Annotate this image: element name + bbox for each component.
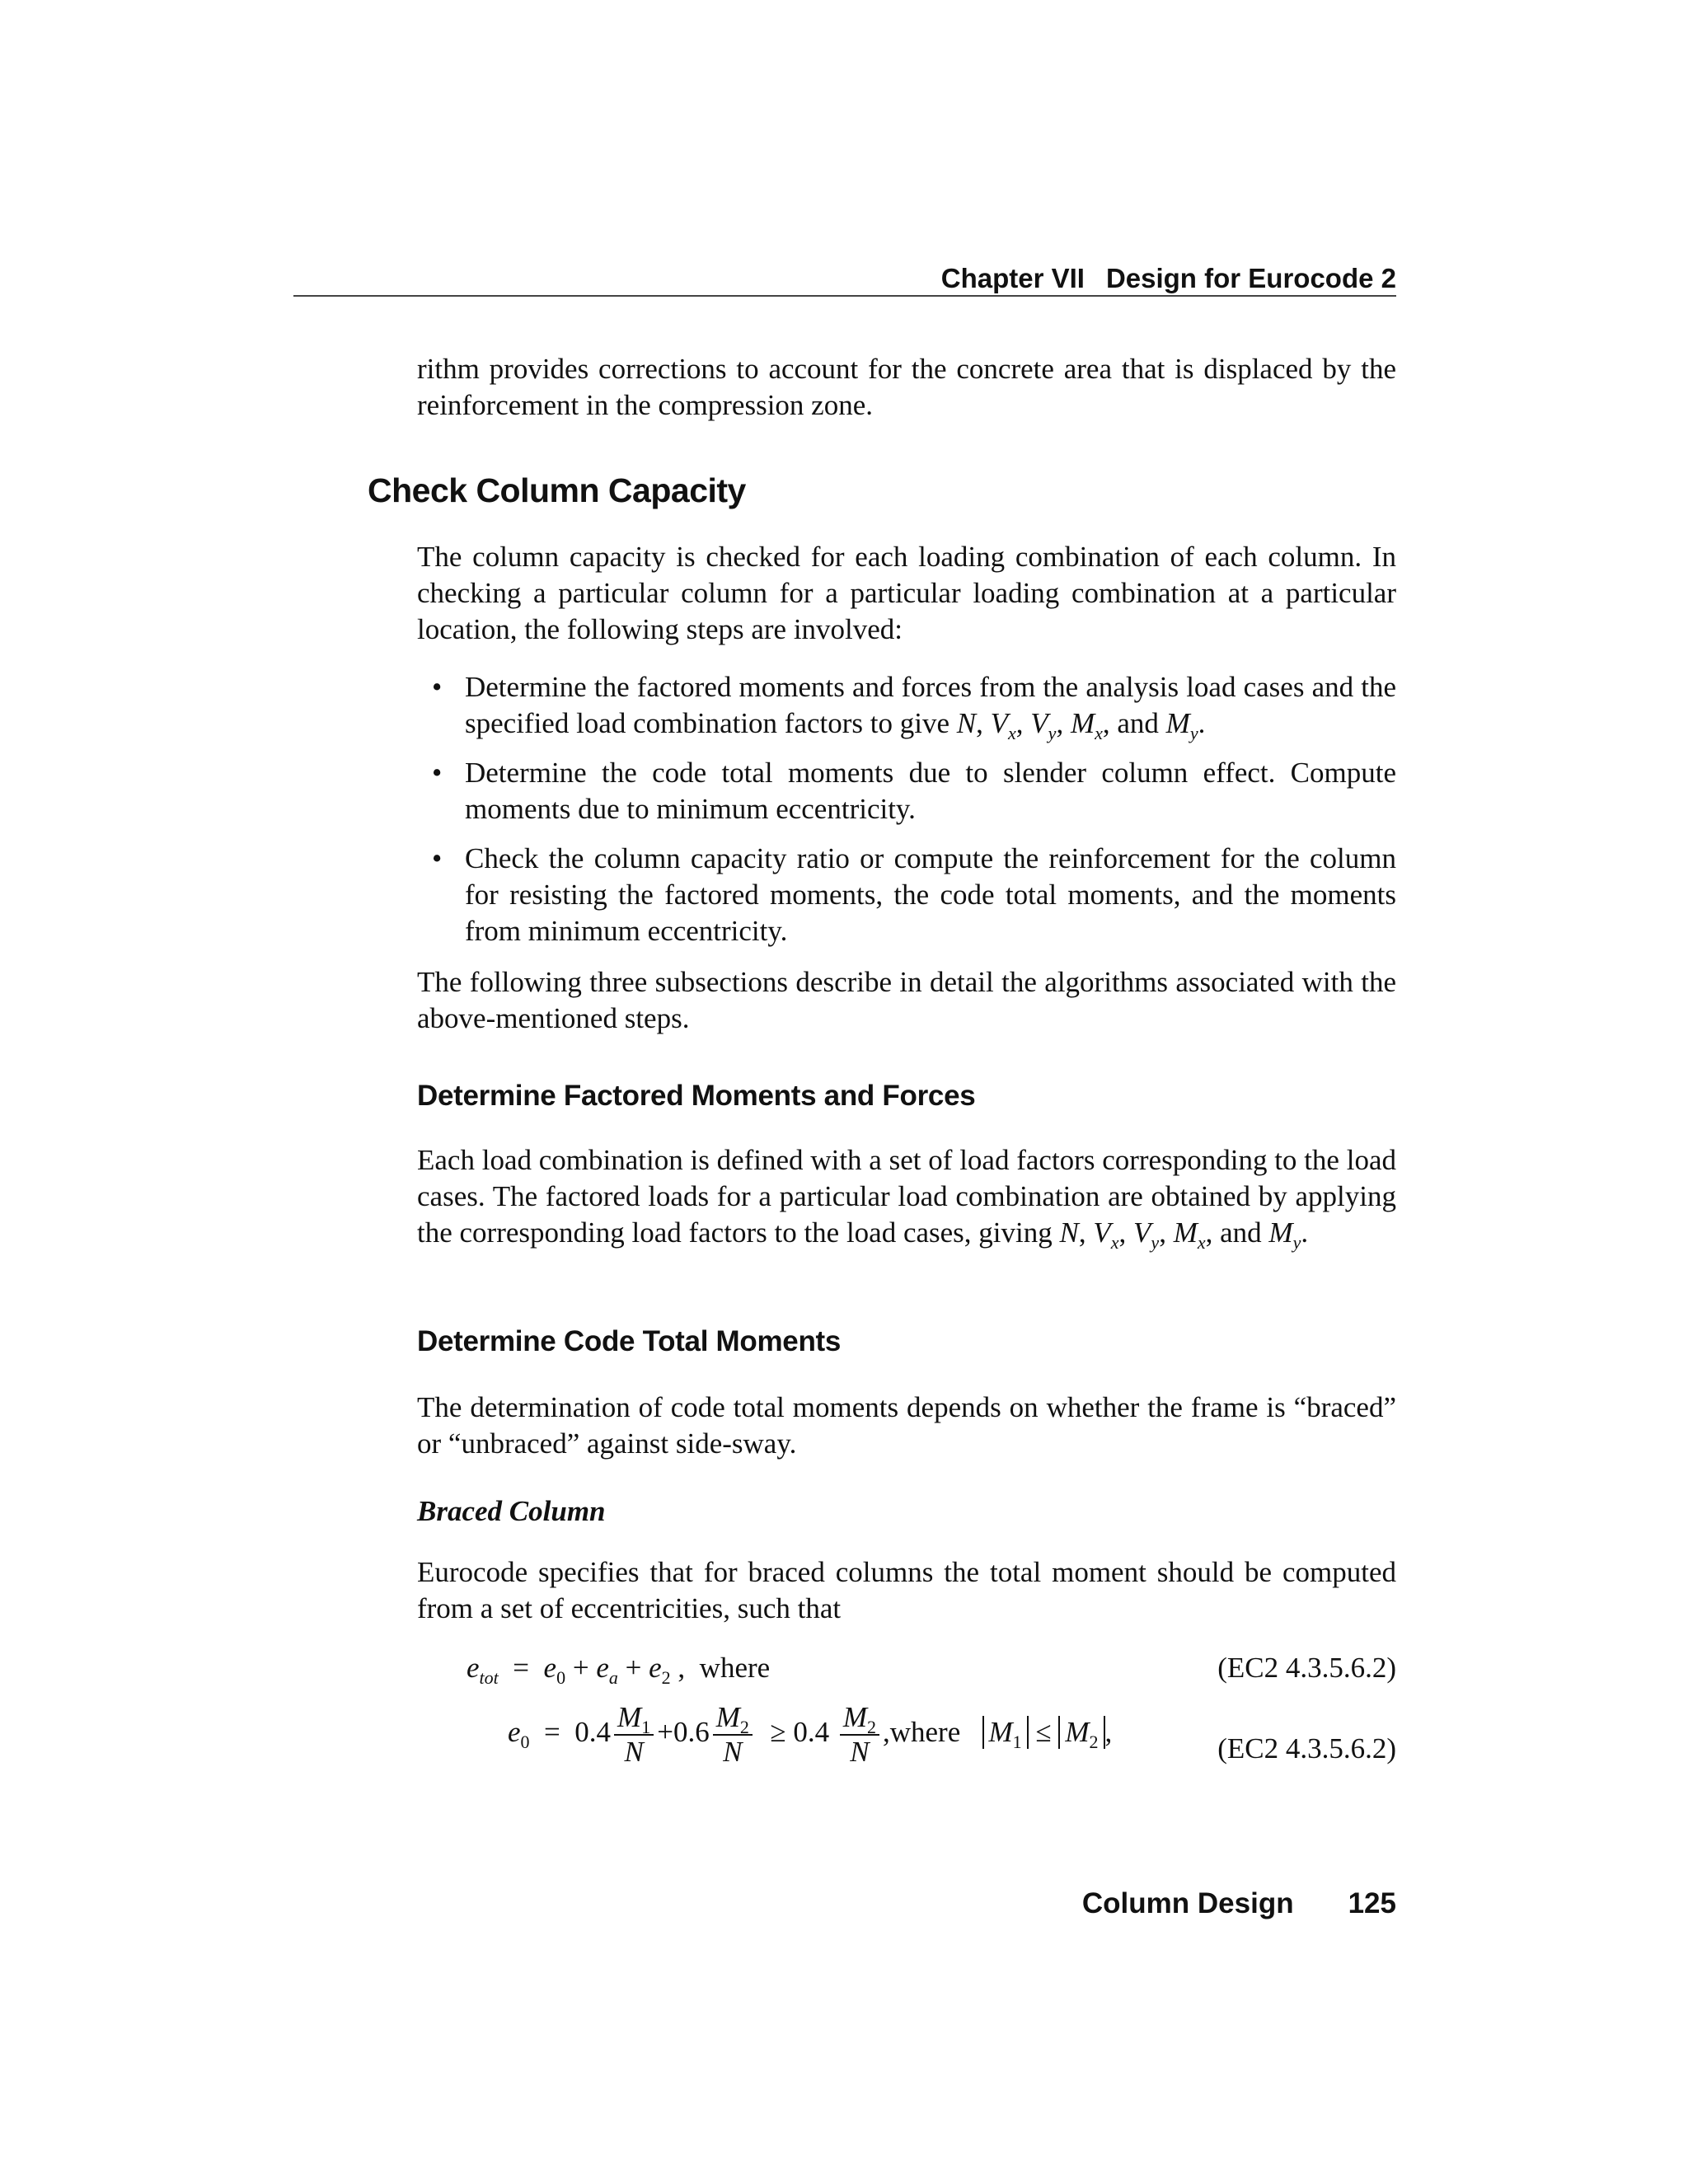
list-item	[417, 755, 1396, 827]
header-title: Design for Eurocode 2	[1105, 263, 1396, 293]
footer-section: Column Design	[1081, 1887, 1294, 1919]
subsection-heading-braced: Braced Column	[417, 1495, 606, 1527]
page-footer	[1082, 1887, 1396, 1920]
fraction-m2-n: $\frac{M_2}{N}$	[713, 1701, 753, 1769]
equation-2-coef-2: 0.6	[673, 1716, 710, 1749]
bullet-icon: •	[432, 671, 443, 703]
list-item: • Determine the factored moments and forces from the analysis load cases and the specified load combination factors to give N, $V_x$, $V_y$, $M_x$, and $M_y$.	[432, 671, 1396, 743]
subsection-paragraph-braced: Eurocode specifies that for braced columns the total moment should be computed from a set of eccentricities, such that	[417, 1556, 1396, 1624]
equation-1-where: where	[699, 1652, 771, 1684]
equation-1-reference: (EC2 4.3.5.6.2)	[1217, 1652, 1396, 1684]
steps-paragraph: The following three subsections describe in detail the algorithms associated with the above-mentioned steps.	[417, 966, 1396, 1034]
fraction-m2-n-min: $\frac{M_2}{N}$	[840, 1701, 879, 1769]
section-paragraph: The column capacity is checked for each loading combination of each column. In checking a particular column for a particular loading combination at a particular location, the following steps are involved:	[417, 541, 1396, 645]
subsection-heading-factored: Determine Factored Moments and Forces	[417, 1080, 976, 1112]
equation-e-tot: $e_{tot} = e_0 + e_a + e_2$ , where	[467, 1652, 771, 1688]
bullet-icon: •	[432, 757, 443, 789]
bullet-2-text: Determine the code total moments due to slender column effect. Compute moments due to minimum eccentricity.	[465, 757, 1396, 825]
bullet-1-symbols: N, $V_x$, $V_y$, $M_x$,	[956, 707, 1110, 743]
equation-2-coef-3: 0.4	[793, 1716, 830, 1749]
bullet-1-and: and	[1117, 707, 1159, 739]
equation-e-0: $e_0 = 0.4$ $\frac{M_1}{N}$ +0.6 $\frac{M_2}{N}$ ≥ 0.4 $\frac{M_2}{N}$ ,where $M_1 \le M_2$ ,	[508, 1701, 1113, 1768]
subsection-heading-total-moments: Determine Code Total Moments	[417, 1325, 842, 1357]
intro-paragraph: rithm provides corrections to account for the concrete area that is displaced by the reinforcement in the compression zone.	[417, 353, 1396, 421]
equation-2-where: ,where	[882, 1716, 961, 1749]
section-heading: Check Column Capacity	[368, 471, 746, 509]
running-header	[293, 262, 1396, 297]
subsection-paragraph-factored: Each load combination is defined with a set of load factors corresponding to the load cases. The factored loads for a particular load combination are obtained by applying the corresponding load factors to the load cases, giving N, $V_x$, $V_y$, $M_x$, and $M_y$.	[417, 1144, 1396, 1253]
fraction-m1-n: $\frac{M_1}{N}$	[614, 1701, 654, 1769]
list-item	[417, 841, 1396, 949]
header-chapter: Chapter VII	[940, 263, 1085, 293]
steps-list	[417, 669, 1396, 963]
equation-2-coef-1: 0.4	[574, 1716, 612, 1749]
equation-2-reference: (EC2 4.3.5.6.2)	[1217, 1732, 1396, 1765]
page-number: 125	[1348, 1887, 1396, 1919]
bullet-3-text: Check the column capacity ratio or compute the reinforcement for the column for resisting the factored moments, the code total moments, and the moments from minimum eccentricity.	[465, 842, 1396, 947]
bullet-icon: •	[432, 842, 443, 874]
subsection-paragraph-total-moments: The determination of code total moments depends on whether the frame is “braced” or “unbraced” against side-sway.	[417, 1391, 1396, 1460]
bullet-1-text: Determine the factored moments and forces from the analysis load cases and the specified load combination factors to give	[465, 671, 1396, 739]
